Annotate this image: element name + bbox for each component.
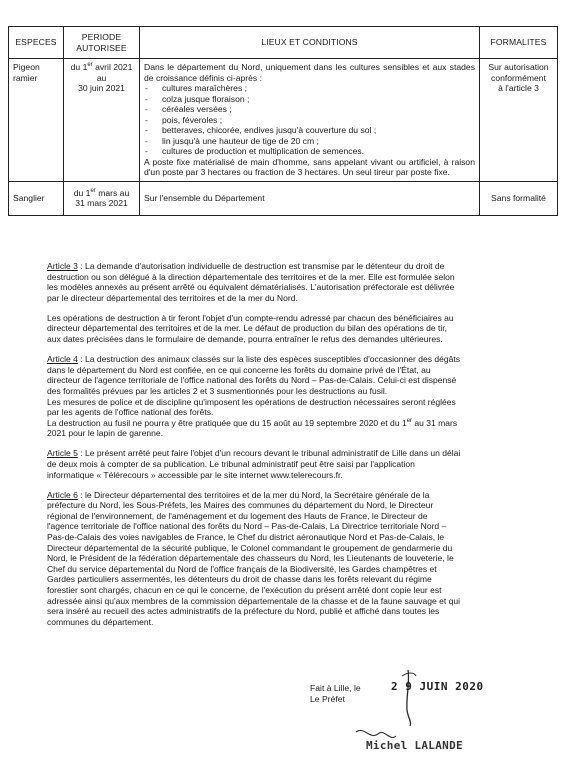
article-6-label: Article 6 (47, 489, 78, 500)
text-line: : La demande d'autorisation individuelle de destruction est transmise par le détenteur du droit de (77, 261, 445, 271)
text-line: : La destruction des animaux classés sur la liste des espèces susceptibles d'occasionner des dégâts (77, 354, 461, 365)
text-line: préfecture du Nord, les Sous-Préfets, les Maires des communes du département du Nord, le Directeur (47, 500, 434, 511)
article-3-label: Article 3 (47, 261, 78, 271)
article-4-label: Article 4 (47, 354, 78, 365)
list-item: - céréales versées ; (144, 104, 475, 115)
formal-line2: conformément (491, 72, 546, 83)
article-3 (47, 261, 529, 303)
text-line: communes du département. (47, 616, 154, 627)
article-5 (47, 448, 529, 480)
crops-list (144, 83, 475, 157)
species-name-line1: Pigeon (13, 62, 40, 72)
articles-body (47, 261, 529, 637)
period-to: 30 juin 2021 (78, 83, 125, 93)
table-header-row (9, 27, 558, 59)
signature-block (310, 683, 361, 705)
period-cell (64, 59, 140, 182)
text-line: l'agence territoriale de l'office national des forêts du Nord – Pas-de-Calais, La Directrice territoriale Nord – (47, 521, 447, 532)
text-line: La destruction au fusil ne pourra y être pratiquée que du 15 août au 19 septembre 2020 et du 1 (47, 417, 407, 428)
period-au: au (96, 72, 107, 83)
conditions-cell (140, 59, 480, 182)
header-formalities: FORMALITES (480, 27, 558, 59)
header-species: ESPECES (9, 27, 64, 59)
text-line: les modèles annexés au présent arrêté ou équivalent dématérialisés. L'autorisation préfectorale est délivrée (47, 282, 455, 293)
text-line: forestier sont chargés, chacun en ce qui le concerne, de l'exécution du présent arrêté dont copie leur est (47, 585, 442, 596)
list-item: - lin jusqu'à une hauteur de tige de 20 cm ; (144, 136, 475, 147)
text-line: directeur départemental des territoires et de la mer. Le défaut de production du bilan des opérations de tir, (47, 323, 448, 334)
period-cell (64, 181, 140, 215)
conditions-intro: Dans le département du Nord, uniquement dans les cultures sensibles et aux stades de croissance définis ci-après : (144, 62, 475, 83)
text-line: aux dates précisées dans le formulaire de demande, pourra entraîner le refus des demandes ultérieures. (47, 334, 443, 345)
text-line: directeur de l'agence territoriale de l'office national des forêts du Nord – Pas-de-Calais. Celui-ci est dispensé (47, 375, 457, 386)
text-line: Les opérations de destruction à tir feront l'objet d'un compte-rendu adressé par chacun des bénéficiaires au (47, 312, 454, 323)
list-item: - betteraves, chicorée, endives jusqu'à couverture du sol ; (144, 125, 475, 136)
text-line: de deux mois à compter de sa publication. Le tribunal administratif peut être saisi par l'application (47, 459, 415, 469)
text-line: des formalités prévues par les articles 2 et 3 susmentionnés pour les destructions au fusil. (47, 385, 388, 396)
text-line: régional de l'environnement, de l'aménagement et du logement des Hauts de France, le Directeur de (47, 510, 428, 521)
list-item: - pois, féveroles ; (144, 115, 475, 126)
text-line: : Le présent arrêté peut faire l'objet d'un recours devant le tribunal administratif de Lille dans un délai (77, 448, 461, 459)
text-line: adressée ainsi qu'aux membres de la commission départementale de la chasse et de la faune sauvage et qui (47, 595, 461, 606)
header-conditions: LIEUX ET CONDITIONS (140, 27, 480, 59)
text-line: : le Directeur départemental des territoires et de la mer du Nord, la Secrétaire générale de la (77, 489, 430, 500)
table-row (9, 59, 558, 182)
list-item: - colza jusque floraison ; (144, 94, 475, 105)
table-row (9, 181, 558, 215)
period-from-prefix: du 1 (70, 62, 88, 72)
text-line: informatique « Télérecours » accessible par le site internet www.telerecours.fr. (47, 469, 343, 480)
text-line: Chef du service départemental du Nord de l'office français de la Biodiversité, les Gardes champêtres et (47, 563, 437, 574)
species-name-line2: ramier (13, 72, 38, 83)
period-to: 31 mars 2021 (75, 198, 128, 208)
text-line: par les agents de l'office national des forêts. (47, 407, 214, 418)
signature-role: Le Préfet (310, 694, 345, 704)
header-period-line2: AUTORISEE (76, 42, 127, 53)
header-period (64, 27, 140, 59)
period-from-suffix: mars au (95, 187, 130, 198)
signature-place: Fait à Lille, le (310, 683, 361, 693)
formalities-cell: Sans formalité (480, 181, 558, 215)
article-3-followup (47, 313, 529, 345)
period-from-prefix: du 1 (73, 187, 91, 198)
formal-line3: à l'article 3 (498, 83, 539, 93)
conditions-note: A poste fixe matérialisé de main d'homme, sans appelant vivant ou artificiel, à raison d'un poste par 3 hectares ou fraction de 3 hectares. Un seul tireur par poste fixe. (144, 156, 475, 177)
name-stamp: Michel LALANDE (366, 739, 463, 752)
list-item: - cultures de production et multiplication de semences. (144, 146, 475, 157)
period-from-suffix: avril 2021 (92, 62, 133, 72)
conditions-cell: Sur l'ensemble du Département (140, 181, 480, 215)
date-stamp: 2 9 JUIN 2020 (391, 680, 484, 693)
header-period-line1: PERIODE (81, 32, 122, 42)
text-line: 2021 pour le lapin de garenne. (47, 428, 163, 439)
species-cell: Sanglier (9, 181, 64, 215)
text-line: au 31 mars (412, 417, 458, 428)
list-item: - cultures maraîchères ; (144, 83, 475, 94)
period-from-sup: er (87, 62, 93, 69)
text-line: par le directeur départemental des territoires et de la mer du Nord. (47, 292, 298, 303)
article-5-label: Article 5 (47, 448, 78, 459)
text-line: Les mesures de police et de discipline qu'imposent les opérations de destruction nécessaires seront réglées (47, 396, 456, 407)
text-line: Gardes particuliers assermentés, les détenteurs du droit de chasse dans les forêts relevant du régime (47, 574, 432, 585)
text-line: Nord, le Président de la fédération départementale des chasseurs du Nord, les Lieutenants de louveterie, le (47, 553, 454, 564)
formalities-cell (480, 59, 558, 182)
text-line: Directeur départemental de la sécurité publique, le Colonel commandant le groupement de gendarmerie du (47, 542, 453, 553)
text-line: Pas-de-Calais des voies navigables de France, le Chef du district aéronautique Nord et Pas-de-Calais, le (47, 532, 445, 543)
text-line: dans le département du Nord est confiée, en ce qui concerne les forêts du domaine privé de l'État, au (47, 364, 431, 375)
text-sup: er (406, 417, 413, 424)
article-6 (47, 490, 529, 628)
formal-line1: Sur autorisation (488, 62, 549, 72)
period-from-sup: er (90, 187, 96, 194)
species-table (8, 26, 558, 216)
text-line: sera inséré au recueil des actes administratifs de la préfecture du Nord, publié et affiché dans toutes les (47, 606, 440, 617)
species-cell (9, 59, 64, 182)
text-line: destruction ou son délégué à la direction départementale des territoires et de la mer. Elle est formulée selon (47, 271, 455, 282)
article-4 (47, 354, 529, 439)
